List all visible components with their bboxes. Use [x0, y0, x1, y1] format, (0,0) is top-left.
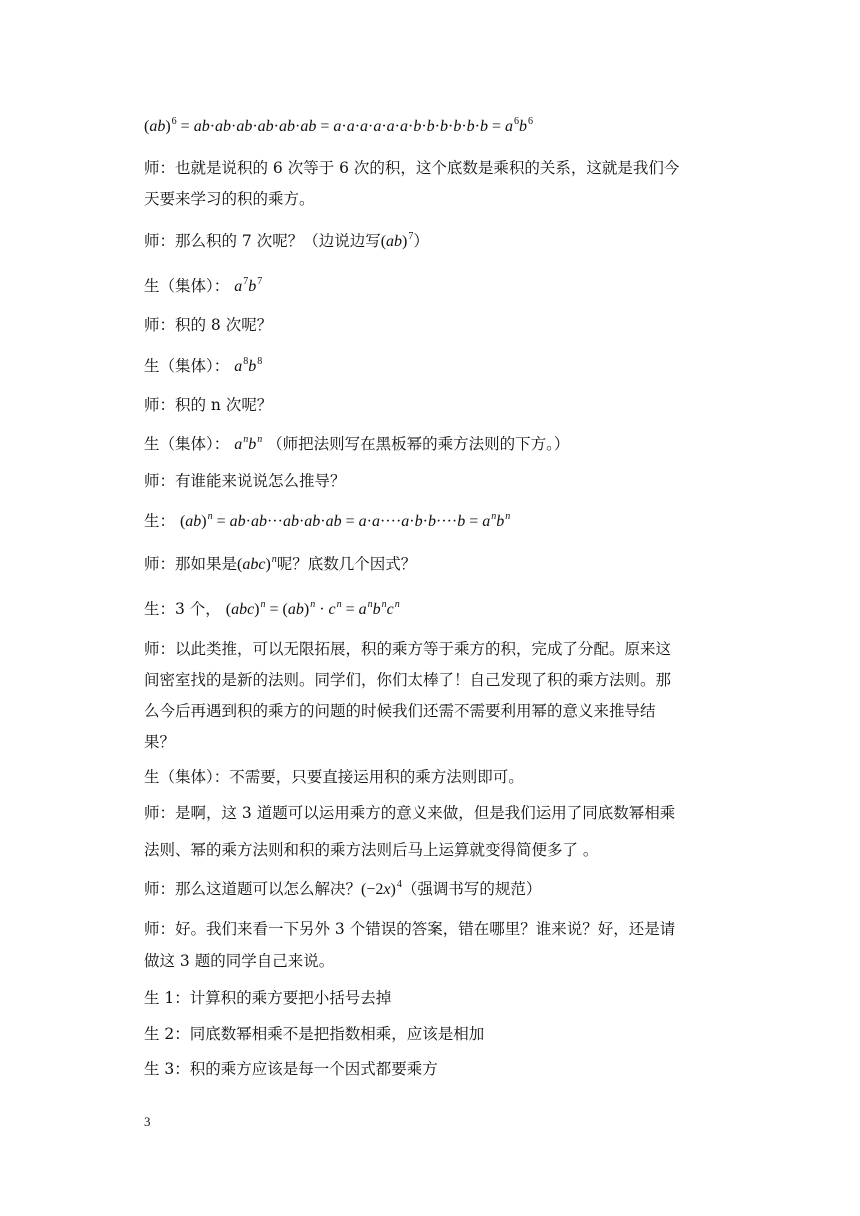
formula-ab-7: (ab)$^7$ [380, 231, 414, 250]
text-segment: 生（集体）： [144, 277, 230, 295]
text-line: 天要来学习的积的乘方。 [144, 190, 315, 208]
text-line: 师：以此类推，可以无限拓展，积的乘方等于乘方的积，完成了分配。原来这 [144, 640, 672, 658]
formula-a8b8: $a^8b^8$ [234, 356, 263, 375]
formula-ab-6-expansion: $(ab)^6 = ab\cdot ab\cdot ab\cdot ab\cdot ab\cdot ab = a\cdot a\cdot a\cdot a\cdot a\cdot a\cdot b\cdot b\cdot b\cdot b\cdot b\cdot b = a^6b^6$ [144, 116, 533, 135]
formula-ab-n-expansion: $(ab)^n = ab\cdot ab\cdot\cdot\cdot ab\cdot ab\cdot ab = a\cdot a\cdot\cdot\cdot\cdot a\cdot b\cdot b\cdot\cdot\cdot\cdot b = a^nb^n$ [179, 511, 511, 530]
text-line [144, 275, 744, 298]
text-segment: 生： [144, 512, 176, 530]
text-line: 师：好。我们来看一下另外 3 个错误的答案，错在哪里？谁来说？好，还是请 [144, 920, 676, 938]
text-line [144, 878, 744, 901]
text-segment: （强调书写的规范） [401, 880, 542, 898]
text-segment: 呢？底数几个因式？ [276, 555, 417, 573]
text-line: 师：也就是说积的 6 次等于 6 次的积，这个底数是乘积的关系，这就是我们今 [144, 159, 680, 177]
formula-anbn: $a^nb^n$ [234, 434, 263, 453]
text-segment: （师把法则写在黑板幂的乘方法则的下方。） [267, 435, 570, 453]
text-segment: 师：那么积的 7 次呢？（边说边写 [144, 232, 381, 250]
text-segment: 师：那么这道题可以怎么解决？ [144, 880, 362, 898]
formula-neg2x-4: $(-2x)^4$ [361, 879, 402, 898]
text-line [144, 553, 744, 576]
text-line: 生 2：同底数幂相乘不是把指数相乘，应该是相加 [144, 1025, 485, 1043]
text-segment: 生（集体）： [144, 435, 230, 453]
text-line: 生 1：计算积的乘方要把小括号去掉 [144, 989, 392, 1007]
text-line [144, 433, 744, 456]
text-line: 师：积的 n 次呢？ [144, 396, 273, 414]
formula-a7b7: $a^7b^7$ [234, 276, 263, 295]
text-line [144, 230, 744, 253]
text-line: 生 3：积的乘方应该是每一个因式都要乘方 [144, 1060, 438, 1078]
text-line: 师：有谁能来说说怎么推导？ [144, 472, 346, 490]
text-line [144, 598, 744, 621]
formula-abc-n: (abc)$^n$ [237, 554, 277, 573]
text-line: 生（集体）：不需要，只要直接运用积的乘方法则即可。 [144, 768, 524, 786]
formula-abc-n-expansion: $(abc)^n = (ab)^n \cdot c^n = a^nb^nc^n$ [225, 599, 400, 618]
text-line: 间密室找的是新的法则。同学们，你们太棒了！自己发现了积的乘方法则。那 [144, 671, 672, 689]
text-line: 做这 3 题的同学自己来说。 [144, 952, 335, 970]
text-segment: 生：3 个， [144, 600, 221, 618]
page-number: 3 [144, 1114, 151, 1129]
text-segment: ） [413, 232, 429, 250]
text-line: 师：是啊，这 3 道题可以运用乘方的意义来做，但是我们运用了同底数幂相乘 [144, 804, 676, 822]
text-line: 师：积的 8 次呢？ [144, 316, 273, 334]
text-segment: 生（集体）： [144, 357, 230, 375]
text-line [144, 510, 744, 533]
text-line: 么今后再遇到积的乘方的问题的时候我们还需不需要利用幂的意义来推导结 [144, 702, 656, 720]
text-line: 果？ [144, 733, 176, 751]
text-line: 法则、幂的乘方法则和积的乘方法则后马上运算就变得简便多了 。 [144, 841, 599, 859]
text-line [144, 355, 744, 378]
text-segment: 师：那如果是 [144, 555, 238, 573]
